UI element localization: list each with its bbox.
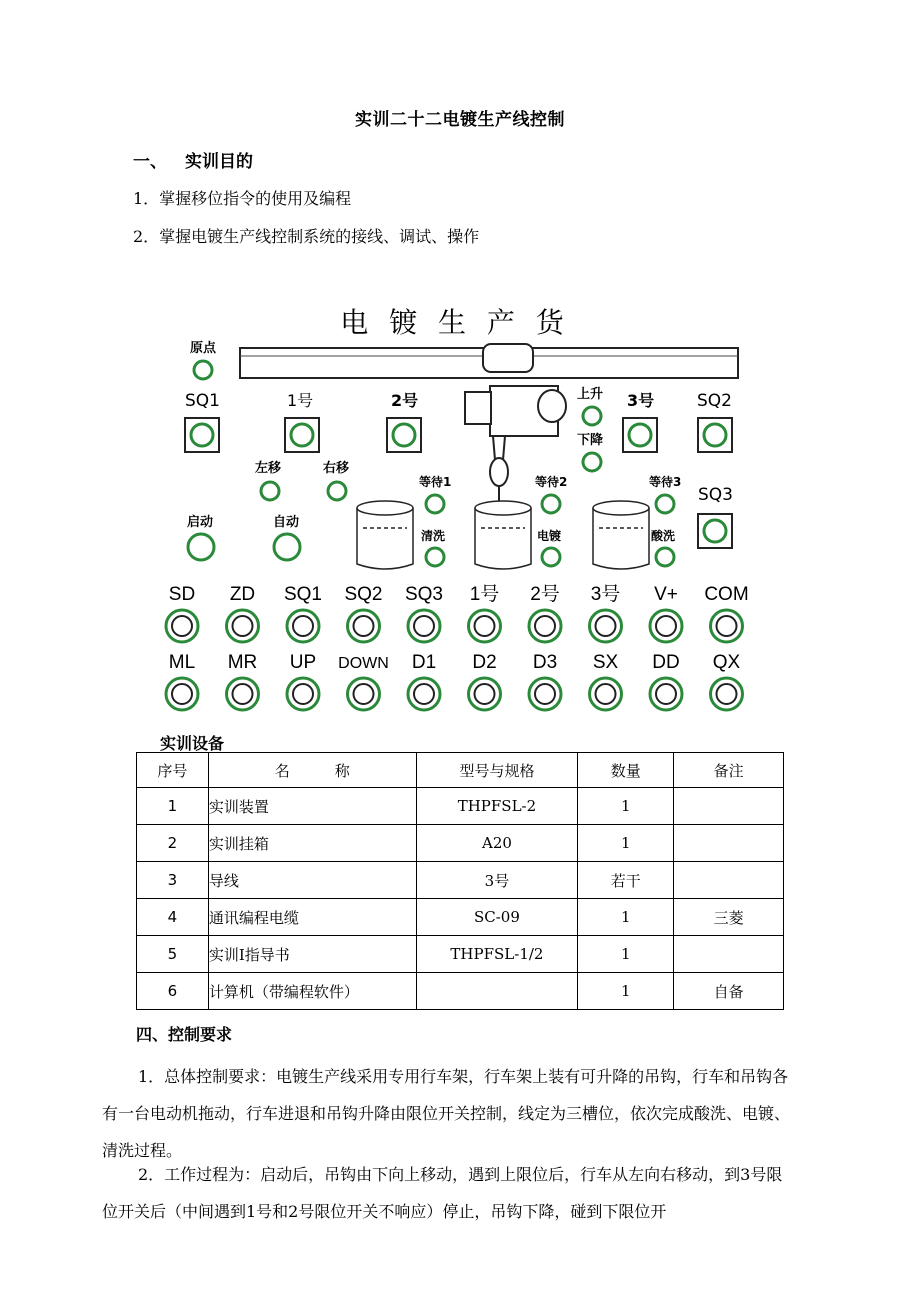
plating-tank — [475, 508, 531, 569]
table-cell: 实训挂箱 — [208, 825, 416, 862]
label-up: 上升 — [577, 387, 604, 402]
table-cell: 1 — [578, 936, 674, 973]
table-header: 型号与规格 — [416, 753, 578, 788]
table-header: 数量 — [578, 753, 674, 788]
wait1-light — [426, 495, 444, 513]
up-light — [583, 407, 601, 425]
table-cell: 1 — [578, 825, 674, 862]
terminal-label: ML — [168, 652, 196, 673]
table-cell: 三菱 — [674, 899, 784, 936]
label-no3: 3号 — [627, 391, 655, 410]
terminal-label: DD — [652, 652, 680, 673]
terminal-label: ZD — [229, 584, 256, 605]
terminal-jack-inner — [717, 684, 737, 704]
terminal-label: SD — [168, 584, 196, 605]
table-cell: 计算机（带编程软件） — [208, 973, 416, 1010]
table-cell: 5 — [137, 936, 209, 973]
table-row — [137, 936, 784, 973]
terminal-label: D2 — [472, 652, 497, 673]
section-heading-objectives — [133, 147, 253, 172]
table-cell: 若干 — [578, 862, 674, 899]
table-cell: 1 — [578, 899, 674, 936]
table-cell: THPFSL-2 — [416, 788, 578, 825]
table-header: 备注 — [674, 753, 784, 788]
terminal-jack-inner — [596, 684, 616, 704]
terminal-jack-inner — [535, 616, 555, 636]
terminal-label: D3 — [532, 652, 558, 673]
left-move-light — [261, 482, 279, 500]
table-cell — [416, 973, 578, 1010]
wait3-light — [656, 495, 674, 513]
table-row — [137, 788, 784, 825]
table-cell: 3号 — [416, 862, 578, 899]
label-no1: 1号 — [287, 391, 314, 410]
terminal-jack-inner — [172, 616, 192, 636]
pickle-tank — [593, 508, 649, 569]
clean-tank — [357, 508, 413, 569]
table-cell — [674, 936, 784, 973]
label-wait3: 等待3 — [649, 475, 682, 489]
page-title: 实训二十二电镀生产线控制 — [355, 110, 565, 130]
requirement-paragraph-2 — [102, 1156, 836, 1230]
paragraph-line: 清洗过程。 — [102, 1141, 183, 1160]
objective-item: 2．掌握电镀生产线控制系统的接线、调试、操作 — [133, 227, 480, 246]
label-wait2: 等待2 — [535, 475, 568, 489]
label-down: 下降 — [577, 433, 604, 448]
label-no2: 2号 — [391, 391, 419, 410]
table-cell: 1 — [137, 788, 209, 825]
table-cell — [674, 825, 784, 862]
terminal-jack-inner — [354, 616, 374, 636]
objective-item: 1．掌握移位指令的使用及编程 — [133, 189, 352, 208]
table-cell: 2 — [137, 825, 209, 862]
pickle-light — [656, 548, 674, 566]
table-cell: 4 — [137, 899, 209, 936]
terminal-jack-inner — [475, 616, 495, 636]
label-wait1: 等待1 — [419, 475, 452, 489]
terminal-label: COM — [704, 584, 749, 605]
terminal-jack-inner — [656, 616, 676, 636]
terminal-jack-inner — [656, 684, 676, 704]
label-auto: 自动 — [273, 515, 300, 530]
terminal-jack-inner — [535, 684, 555, 704]
table-cell: 3 — [137, 862, 209, 899]
terminal-label: SQ2 — [344, 584, 383, 605]
table-cell: SC-09 — [416, 899, 578, 936]
label-sq3: SQ3 — [698, 485, 733, 505]
requirement-paragraph-1 — [102, 1058, 836, 1169]
terminal-label: 2号 — [530, 584, 560, 605]
label-sq1: SQ1 — [185, 391, 220, 411]
table-cell: 实训Ⅰ指导书 — [208, 936, 416, 973]
label-clean: 清洗 — [421, 529, 446, 543]
label-pickle: 酸洗 — [651, 529, 676, 543]
terminal-label: UP — [289, 652, 317, 673]
terminal-jack-inner — [233, 684, 253, 704]
equipment-table — [136, 752, 784, 1010]
terminal-jack-inner — [354, 684, 374, 704]
terminal-jack-inner — [293, 616, 313, 636]
terminal-label: 1号 — [469, 584, 500, 605]
terminal-label: SQ1 — [283, 584, 323, 605]
wait2-light — [542, 495, 560, 513]
label-left-move: 左移 — [255, 461, 282, 476]
label-sq2: SQ2 — [697, 391, 732, 411]
start-button[interactable] — [188, 534, 214, 560]
table-cell: THPFSL-1/2 — [416, 936, 578, 973]
clean-light — [426, 548, 444, 566]
table-cell: 6 — [137, 973, 209, 1010]
terminal-jack-inner — [475, 684, 495, 704]
plate-light — [542, 548, 560, 566]
paragraph-line: 1．总体控制要求：电镀生产线采用专用行车架，行车架上装有可升降的吊钩，行车和吊钩各 — [138, 1067, 789, 1086]
paragraph-line: 位开关后（中间遇到1号和2号限位开关不响应）停止，吊钩下降，碰到下限位开 — [102, 1202, 667, 1221]
table-cell: 实训装置 — [208, 788, 416, 825]
label-plate: 电镀 — [537, 529, 562, 543]
terminal-block — [166, 583, 749, 710]
diagram-title: 电 镀 生 产 货 — [340, 306, 570, 339]
table-cell — [674, 862, 784, 899]
table-row — [137, 973, 784, 1010]
paragraph-line: 2．工作过程为：启动后，吊钩由下向上移动，遇到上限位后，行车从左向右移动，到3号限 — [138, 1165, 783, 1184]
label-right-move: 右移 — [323, 461, 350, 476]
label-origin: 原点 — [190, 341, 217, 356]
terminal-label: V+ — [654, 584, 678, 605]
terminal-label: QX — [712, 652, 741, 673]
section-number: 一、 — [133, 152, 167, 172]
label-start: 启动 — [187, 515, 214, 530]
terminal-label: 3号 — [590, 584, 621, 605]
paragraph-line: 有一台电动机拖动，行车进退和吊钩升降由限位开关控制，线定为三槽位，依次完成酸洗、电镀、 — [102, 1104, 791, 1123]
terminal-jack-inner — [293, 684, 313, 704]
terminal-label: SQ3 — [404, 584, 444, 605]
table-cell: A20 — [416, 825, 578, 862]
terminal-label: SX — [592, 652, 619, 673]
table-row — [137, 825, 784, 862]
section-heading-requirements: 四、控制要求 — [136, 1025, 233, 1044]
table-cell: 通讯编程电缆 — [208, 899, 416, 936]
table-cell: 导线 — [208, 862, 416, 899]
table-row — [137, 899, 784, 936]
table-row — [137, 862, 784, 899]
table-cell: 自备 — [674, 973, 784, 1010]
terminal-label: D1 — [411, 652, 437, 673]
right-move-light — [328, 482, 346, 500]
down-light — [583, 453, 601, 471]
terminal-jack-inner — [414, 684, 434, 704]
table-cell: 1 — [578, 973, 674, 1010]
plating-line-panel-diagram — [145, 300, 765, 730]
auto-button[interactable] — [274, 534, 300, 560]
origin-light — [194, 361, 212, 379]
section-title: 实训目的 — [185, 152, 253, 172]
table-header-row — [137, 753, 784, 788]
terminal-jack-inner — [717, 616, 737, 636]
terminal-label: MR — [227, 652, 258, 673]
table-cell — [674, 788, 784, 825]
table-header: 名 称 — [208, 753, 416, 788]
terminal-jack-inner — [233, 616, 253, 636]
table-header: 序号 — [137, 753, 209, 788]
terminal-jack-inner — [414, 616, 434, 636]
terminal-jack-inner — [596, 616, 616, 636]
table-cell: 1 — [578, 788, 674, 825]
terminal-jack-inner — [172, 684, 192, 704]
equipment-heading: 实训设备 — [160, 734, 225, 753]
terminal-label: DOWN — [338, 655, 389, 672]
